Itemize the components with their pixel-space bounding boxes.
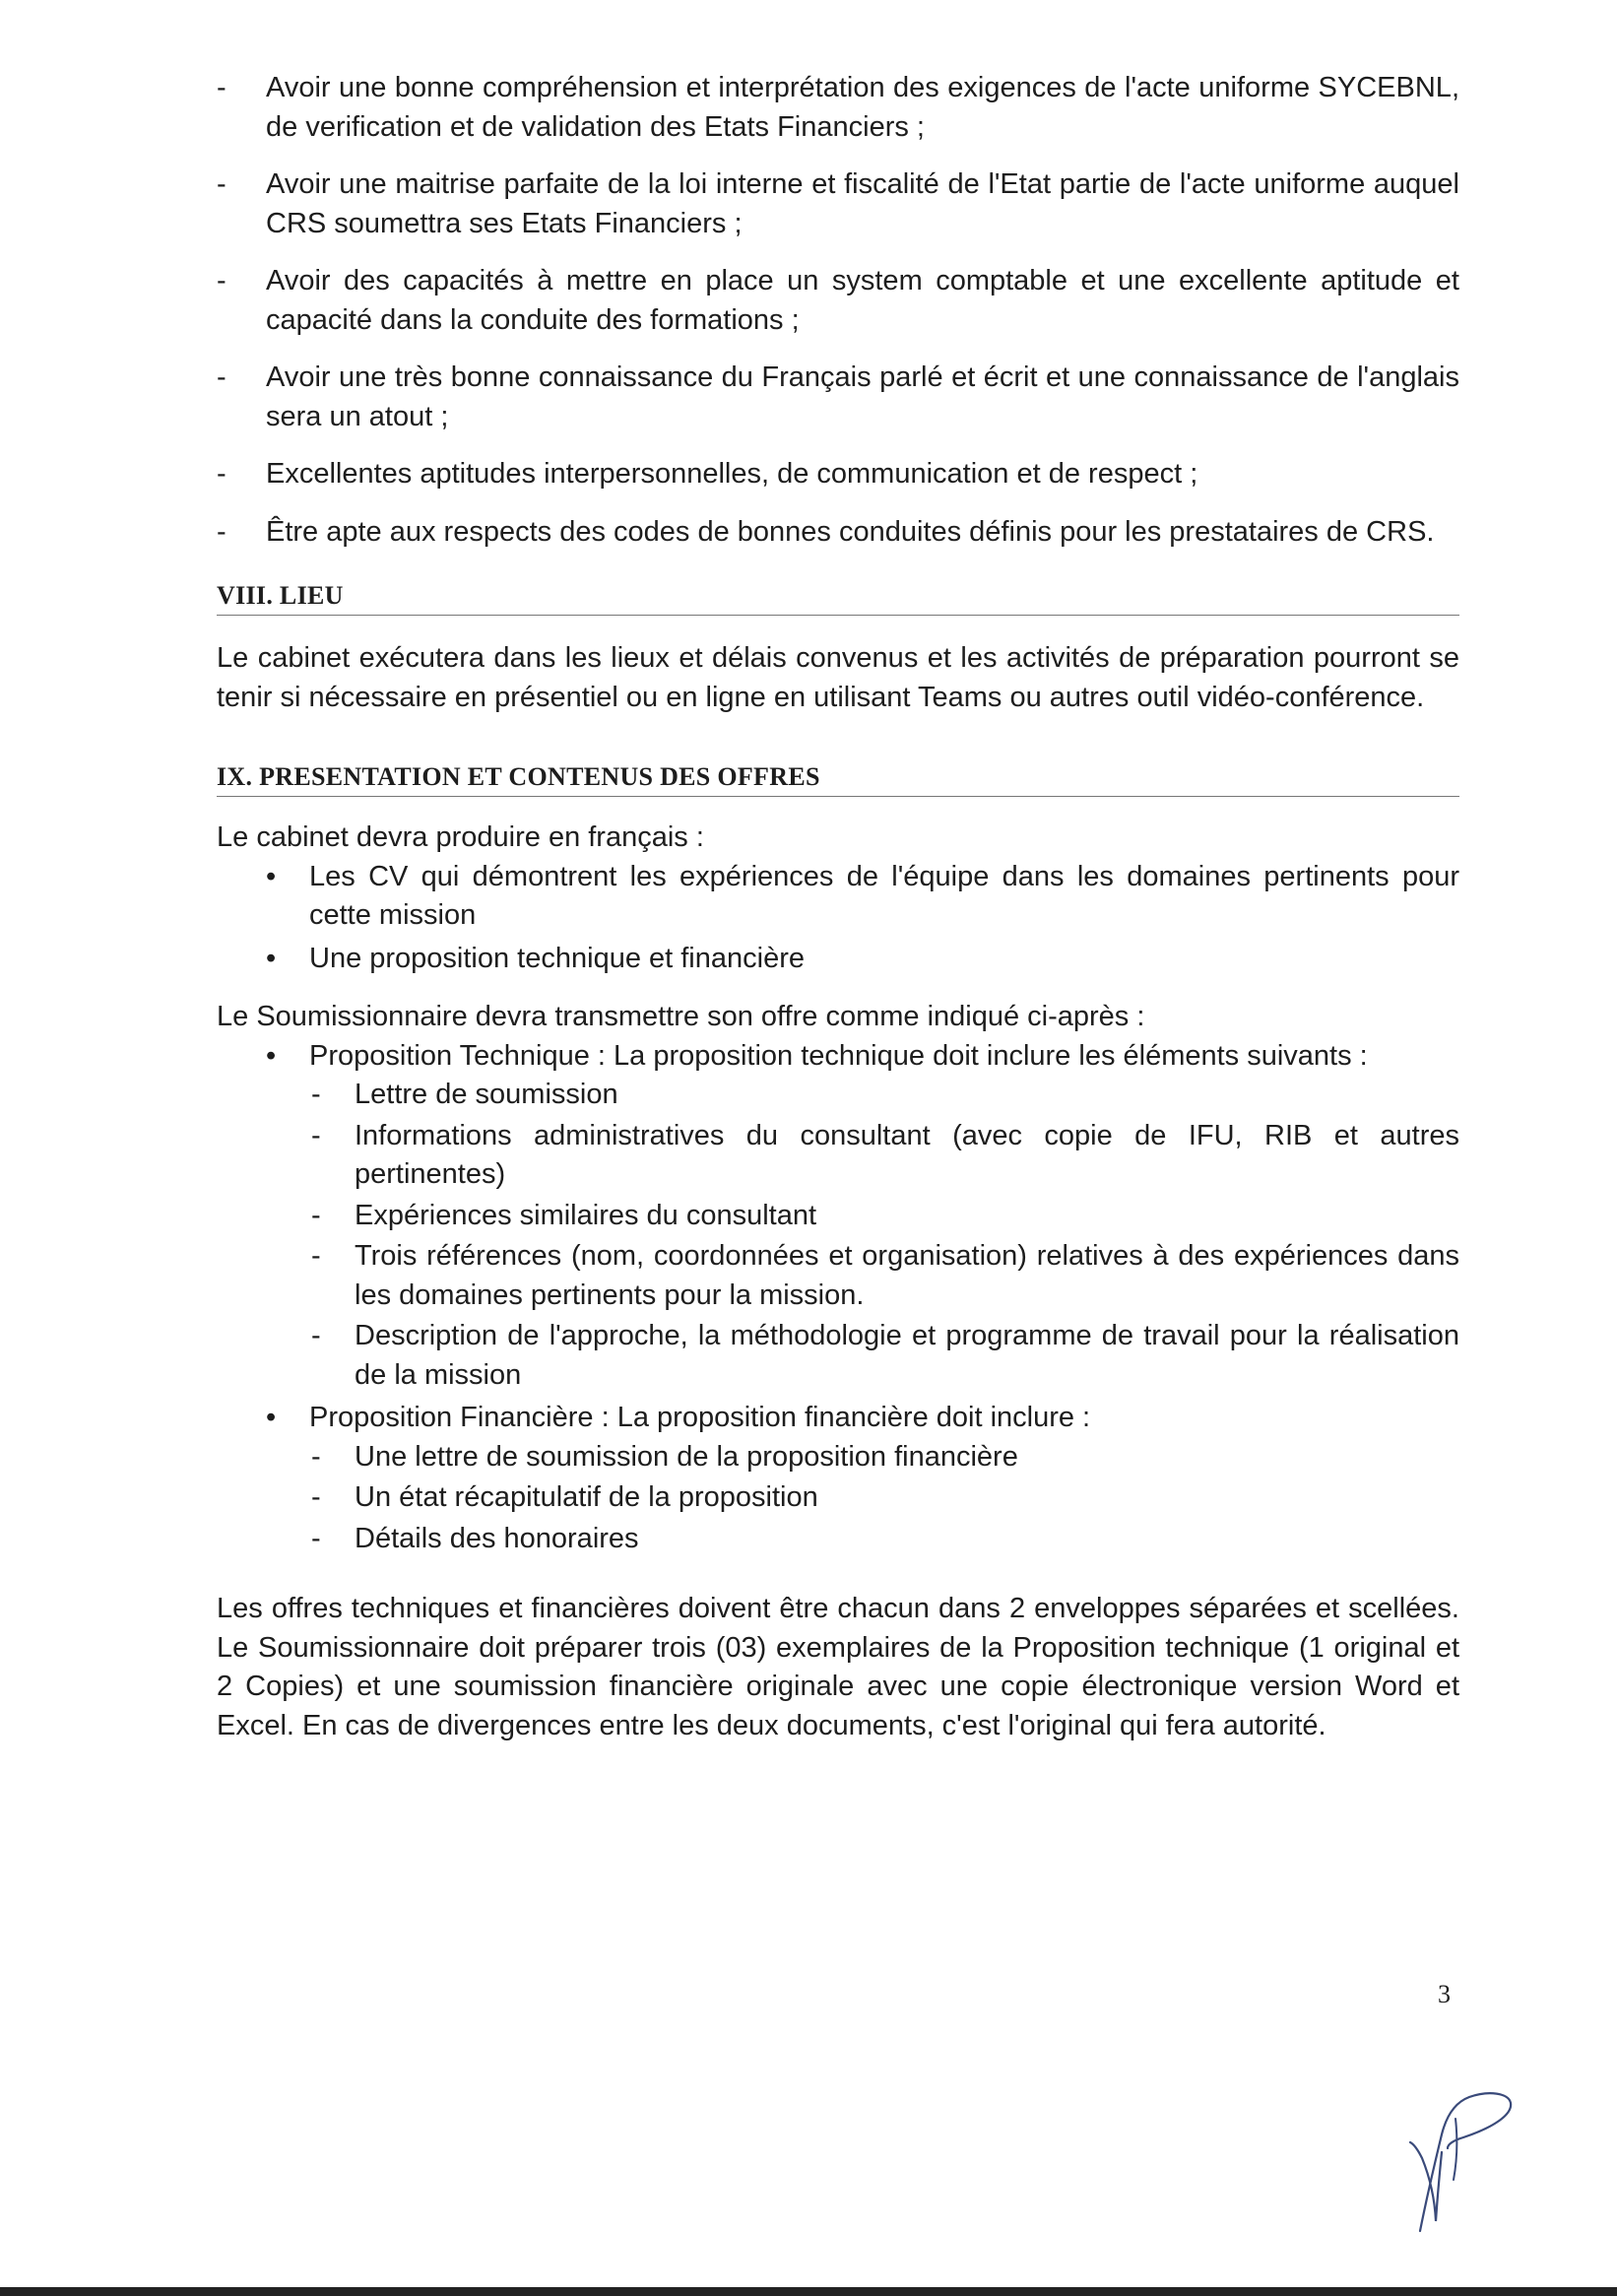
submission-list bbox=[217, 1037, 1459, 1559]
page-content bbox=[217, 69, 1459, 1745]
list-item-text: Description de l'approche, la méthodologie et programme de travail pour la réalisation de la mission bbox=[355, 1320, 1459, 1391]
dash-marker: - bbox=[217, 72, 226, 103]
list-item bbox=[217, 513, 1459, 553]
bullet-marker: • bbox=[266, 860, 277, 892]
dash-marker: - bbox=[311, 1079, 321, 1110]
dash-marker: - bbox=[311, 1440, 321, 1473]
dash-marker: - bbox=[311, 1119, 321, 1151]
list-item-text: Avoir une maitrise parfaite de la loi interne et fiscalité de l'Etat partie de l'acte uniforme auquel CRS soumettra ses Etats Financiers ; bbox=[266, 168, 1459, 239]
dash-marker: - bbox=[217, 458, 226, 490]
list-item-text: Avoir une très bonne connaissance du Français parlé et écrit et une connaissance de l'anglais sera un atout ; bbox=[266, 361, 1459, 432]
list-item bbox=[217, 262, 1459, 340]
dash-marker: - bbox=[311, 1481, 321, 1513]
list-item-text: Avoir une bonne compréhension et interprétation des exigences de l'acte uniforme SYCEBNL, de verification et de validation des Etats Financiers ; bbox=[266, 72, 1459, 143]
list-item-text: Les CV qui démontrent les expériences de l'équipe dans les domaines pertinents pour cette mission bbox=[309, 860, 1459, 931]
list-item bbox=[309, 1237, 1459, 1315]
dash-marker: - bbox=[217, 265, 226, 296]
list-item-text: Être apte aux respects des codes de bonnes conduites définis pour les prestataires de CRS. bbox=[266, 515, 1435, 548]
page-bottom-border bbox=[0, 2287, 1617, 2296]
list-item bbox=[264, 940, 1459, 979]
closing-paragraph: Les offres techniques et financières doivent être chacun dans 2 enveloppes séparées et scellées. Le Soumissionnaire doit préparer trois (03) exemplaires de la Proposition technique (1 original et 2 Copies) et une soumission financière originale avec une copie électronique version Word et Excel. En cas de divergences entre les deux documents, c'est l'original qui fera autorité. bbox=[217, 1593, 1459, 1741]
list-item-text: Une lettre de soumission de la proposition financière bbox=[355, 1440, 1018, 1473]
lieu-paragraph: Le cabinet exécutera dans les lieux et délais convenus et les activités de préparation pourront se tenir si nécessaire en présentiel ou en ligne en utilisant Teams ou autres outil vidéo-conférence. bbox=[217, 642, 1459, 713]
dash-marker: - bbox=[311, 1240, 321, 1272]
dash-marker: - bbox=[217, 515, 226, 548]
list-item bbox=[217, 165, 1459, 243]
list-item bbox=[309, 1438, 1459, 1477]
list-item-text: Lettre de soumission bbox=[355, 1079, 618, 1110]
list-item-text: Informations administratives du consultant (avec copie de IFU, RIB et autres pertinentes) bbox=[355, 1119, 1459, 1190]
dash-marker: - bbox=[311, 1320, 321, 1351]
list-item-text: Expériences similaires du consultant bbox=[355, 1199, 817, 1231]
financial-proposal-label: Proposition Financière : La proposition financière doit inclure : bbox=[309, 1402, 1091, 1433]
submission-intro-paragraph: Le Soumissionnaire devra transmettre son offre comme indiqué ci-après : bbox=[217, 1001, 1145, 1032]
bullet-marker: • bbox=[266, 1402, 277, 1433]
list-item bbox=[309, 1076, 1459, 1115]
list-item bbox=[217, 359, 1459, 436]
technical-proposal-sublist bbox=[309, 1076, 1459, 1395]
list-item bbox=[309, 1520, 1459, 1559]
handwritten-signature bbox=[1398, 2073, 1517, 2246]
section-heading-offres: IX. PRESENTATION ET CONTENUS DES OFFRES bbox=[217, 762, 1459, 797]
list-item bbox=[309, 1197, 1459, 1236]
list-item bbox=[264, 858, 1459, 936]
dash-marker: - bbox=[217, 168, 226, 200]
requirements-list bbox=[217, 69, 1459, 552]
list-item bbox=[309, 1117, 1459, 1195]
list-item bbox=[309, 1317, 1459, 1395]
list-item-text: Trois références (nom, coordonnées et organisation) relatives à des expériences dans les domaines pertinents pour la mission. bbox=[355, 1240, 1459, 1311]
offres-intro-paragraph: Le cabinet devra produire en français : bbox=[217, 821, 704, 853]
section-heading-lieu: VIII. LIEU bbox=[217, 581, 1459, 616]
dash-marker: - bbox=[311, 1522, 321, 1554]
list-item-text: Excellentes aptitudes interpersonnelles, de communication et de respect ; bbox=[266, 458, 1198, 490]
technical-proposal-item bbox=[264, 1037, 1459, 1396]
financial-proposal-sublist bbox=[309, 1438, 1459, 1559]
list-item-text: Avoir des capacités à mettre en place un system comptable et une excellente aptitude et capacité dans la conduite des formations ; bbox=[266, 265, 1459, 336]
list-item-text: Détails des honoraires bbox=[355, 1522, 639, 1554]
bullet-marker: • bbox=[266, 1039, 277, 1072]
signature-icon bbox=[1398, 2073, 1517, 2241]
technical-proposal-label: Proposition Technique : La proposition technique doit inclure les éléments suivants : bbox=[309, 1039, 1368, 1072]
dash-marker: - bbox=[217, 361, 226, 393]
list-item bbox=[217, 455, 1459, 494]
list-item-text: Une proposition technique et financière bbox=[309, 942, 805, 974]
cv-proposal-list bbox=[217, 858, 1459, 979]
bullet-marker: • bbox=[266, 942, 277, 974]
dash-marker: - bbox=[311, 1199, 321, 1231]
list-item bbox=[217, 69, 1459, 147]
financial-proposal-item bbox=[264, 1399, 1459, 1558]
page-number: 3 bbox=[1438, 1980, 1451, 2008]
list-item bbox=[309, 1478, 1459, 1518]
list-item-text: Un état récapitulatif de la proposition bbox=[355, 1481, 818, 1513]
